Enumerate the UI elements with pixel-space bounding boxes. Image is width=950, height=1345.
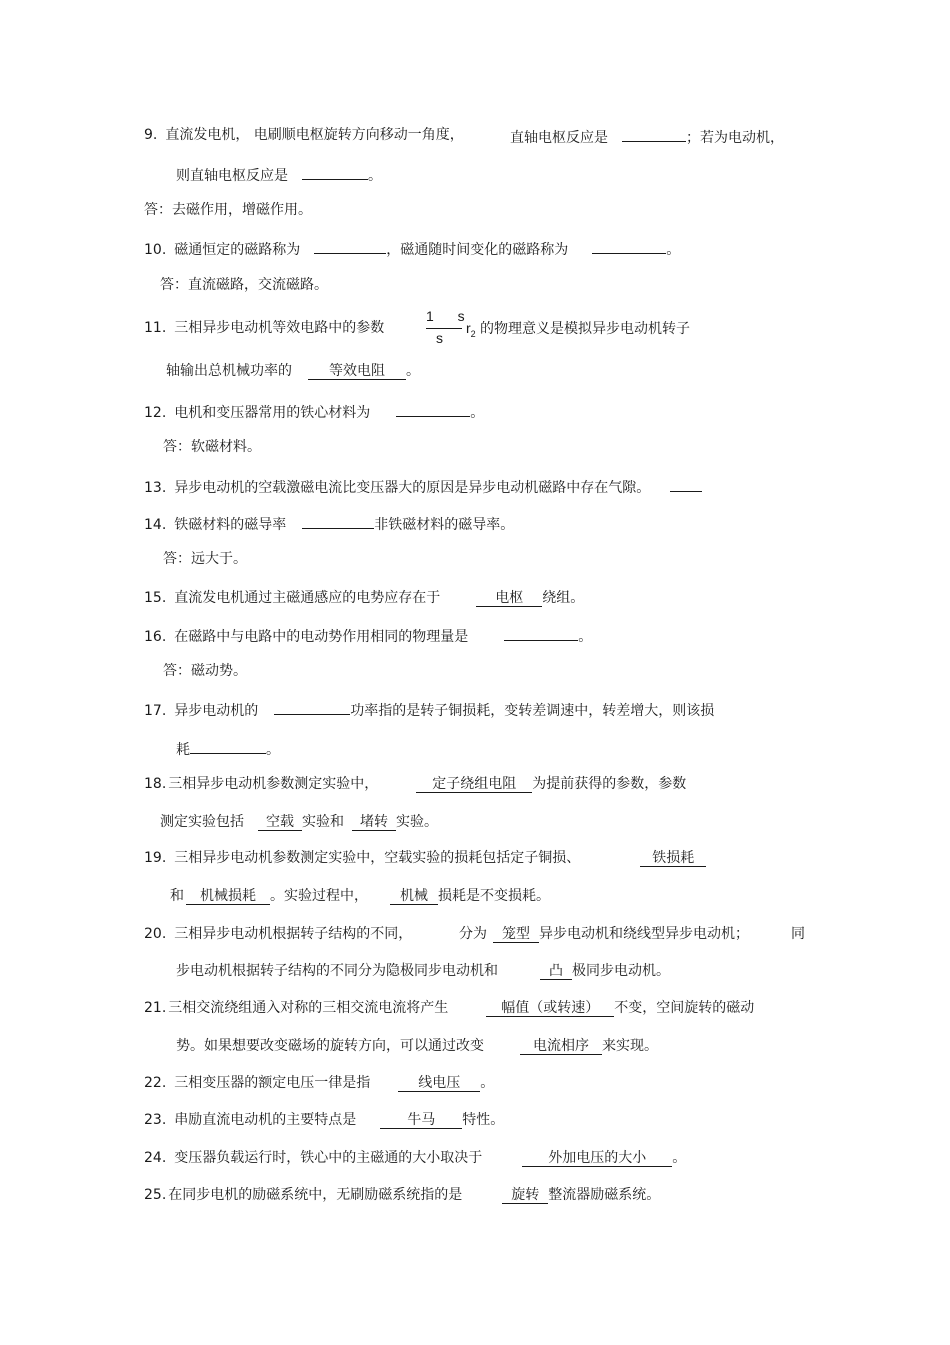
- answer-14: [163, 550, 247, 568]
- question-text: 整流器励磁系统。: [548, 1187, 661, 1203]
- question-text: 在磁路中与电路中的电动势作用相同的物理量是: [174, 629, 469, 645]
- question-19-line-2: [170, 887, 550, 905]
- question-number: 23.: [144, 1112, 167, 1128]
- filled-answer: 空载: [258, 814, 302, 831]
- answer-blank: [314, 238, 386, 254]
- question-text: 三相异步电动机参数测定实验中，: [168, 776, 379, 792]
- question-text: 耗: [176, 742, 190, 758]
- question-text: 。: [666, 242, 681, 258]
- question-number: 19.: [144, 850, 167, 866]
- question-text: 直流发电机通过主磁通感应的电势应存在于: [174, 590, 441, 606]
- question-17-line-1: [144, 699, 714, 717]
- question-text: 测定实验包括: [160, 814, 244, 830]
- question-text: 三相交流绕组通入对称的三相交流电流将产生: [168, 1000, 449, 1016]
- question-11-line-2: [166, 362, 420, 380]
- filled-answer: 定子绕组电阻: [416, 776, 532, 793]
- question-number: 9.: [144, 127, 158, 143]
- question-text: 则直轴电枢反应是: [176, 168, 288, 184]
- question-text: 同: [791, 926, 805, 942]
- question-text: 铁磁材料的磁导率: [174, 517, 287, 533]
- question-text: 的物理意义是模拟异步电动机转子: [480, 321, 690, 337]
- question-text: 。: [672, 1150, 687, 1166]
- question-text: 为提前获得的参数，参数: [532, 776, 687, 792]
- resistance-subscript: 2: [470, 328, 476, 339]
- filled-answer: 幅值（或转速）: [486, 1000, 614, 1017]
- question-text: 在同步电机的励磁系统中，无刷励磁系统指的是: [168, 1187, 463, 1203]
- question-23: [144, 1111, 504, 1129]
- question-text: 分为: [459, 926, 487, 942]
- question-number: 24.: [144, 1150, 167, 1166]
- question-number: 25.: [144, 1187, 167, 1203]
- question-18-line-1: [144, 775, 686, 793]
- question-text: 步电动机根据转子结构的不同分为隐极同步电动机和: [176, 963, 498, 979]
- filled-answer: 凸: [540, 963, 572, 980]
- question-text: 。: [406, 363, 420, 379]
- question-text: 绕组。: [542, 590, 585, 606]
- question-text: 直流发电机， 电刷顺电枢旋转方向移动一角度，: [165, 127, 464, 143]
- question-text: 势。如果想要改变磁场的旋转方向，可以通过改变: [176, 1038, 484, 1054]
- filled-answer: 等效电阻: [308, 363, 406, 380]
- answer-blank: [302, 164, 368, 180]
- answer-blank: [622, 126, 686, 142]
- question-12: [144, 401, 484, 419]
- question-number: 17.: [144, 703, 167, 719]
- question-text: 三相异步电动机等效电路中的参数: [174, 320, 385, 336]
- question-text: 轴输出总机械功率的: [166, 363, 292, 379]
- fraction-numerator: 1 s: [426, 308, 475, 324]
- question-18-line-2: [160, 813, 438, 831]
- question-text: 异步电动机的: [174, 703, 259, 719]
- answer-16: [163, 662, 247, 680]
- question-text: ，磁通随时间变化的磁路称为: [386, 242, 569, 258]
- resistance-letter: r: [466, 320, 471, 336]
- question-text: ；若为电动机，: [686, 130, 784, 146]
- answer-text: 答：直流磁路，交流磁路。: [160, 277, 328, 293]
- question-text: 电机和变压器常用的铁心材料为: [174, 405, 371, 421]
- question-14: [144, 513, 514, 531]
- answer-blank: [504, 625, 578, 641]
- answer-text: 答：软磁材料。: [163, 439, 261, 455]
- question-9-line-1: [144, 126, 464, 144]
- question-number: 20.: [144, 926, 167, 942]
- question-text: 来实现。: [602, 1038, 658, 1054]
- question-text: 。: [266, 742, 280, 758]
- answer-blank: [302, 513, 374, 529]
- answer-blank: [670, 476, 702, 492]
- question-number: 16.: [144, 629, 167, 645]
- question-text: 非铁磁材料的磁导率。: [374, 517, 515, 533]
- question-9-line-1b: [510, 126, 784, 144]
- question-11-line-1a: [144, 319, 384, 337]
- question-text: 三相变压器的额定电压一律是指: [174, 1075, 371, 1091]
- filled-answer: 电枢: [476, 590, 542, 607]
- filled-answer: 外加电压的大小: [522, 1150, 672, 1167]
- answer-text: 答：远大于。: [163, 551, 247, 567]
- answer-blank: [274, 699, 350, 715]
- question-text: 损耗是不变损耗。: [438, 888, 550, 904]
- question-text: 异步电动机和绕线型异步电动机；: [539, 926, 749, 942]
- question-25: [144, 1186, 660, 1204]
- answer-blank: [190, 738, 266, 754]
- fraction-bar: [426, 328, 462, 329]
- filled-answer: 线电压: [398, 1075, 480, 1092]
- question-22: [144, 1074, 494, 1092]
- resistance-symbol: [466, 320, 476, 339]
- question-text: 。: [578, 629, 593, 645]
- question-text: 和: [170, 888, 184, 904]
- answer-9: [144, 201, 312, 219]
- fraction-formula: [426, 308, 486, 352]
- question-text: 实验。: [396, 814, 438, 830]
- question-text: 。实验过程中，: [270, 888, 368, 904]
- filled-answer: 旋转: [502, 1187, 548, 1204]
- filled-answer: 机械: [390, 888, 438, 905]
- question-text: 不变，空间旋转的磁动: [614, 1000, 755, 1016]
- question-text: 磁通恒定的磁路称为: [174, 242, 301, 258]
- question-text: 三相异步电动机参数测定实验中，空载实验的损耗包括定子铜损、: [174, 850, 581, 866]
- question-text: 功率指的是转子铜损耗，变转差调速中，转差增大，则该损: [350, 703, 715, 719]
- question-15: [144, 589, 584, 607]
- question-text: 三相异步电动机根据转子结构的不同，: [174, 926, 413, 942]
- question-number: 11.: [144, 320, 167, 336]
- question-text: 。: [470, 405, 485, 421]
- question-20-line-2: [176, 962, 670, 980]
- question-text: 。: [368, 168, 382, 184]
- filled-answer: 笼型: [493, 926, 539, 943]
- question-number: 12.: [144, 405, 167, 421]
- question-20-line-1: [144, 925, 412, 943]
- question-16: [144, 625, 592, 643]
- question-text: 实验和: [302, 814, 344, 830]
- question-20-line-1b: [459, 925, 749, 943]
- question-20-line-1c: [791, 925, 805, 943]
- question-number: 22.: [144, 1075, 167, 1091]
- question-number: 18.: [144, 776, 167, 792]
- filled-answer: 电流相序: [520, 1038, 602, 1055]
- answer-text: 答：去磁作用，增磁作用。: [144, 202, 312, 218]
- question-number: 21.: [144, 1000, 167, 1016]
- answer-10: [160, 276, 328, 294]
- question-text: 异步电动机的空载激磁电流比变压器大的原因是异步电动机磁路中存在气隙。: [174, 480, 651, 496]
- question-19-line-1: [144, 849, 706, 867]
- question-9-line-2: [176, 164, 382, 182]
- question-24: [144, 1149, 686, 1167]
- question-21-line-2: [176, 1037, 658, 1055]
- question-text: 极同步电动机。: [572, 963, 670, 979]
- question-text: 直轴电枢反应是: [510, 130, 608, 146]
- question-11-line-1b: [480, 320, 690, 338]
- question-number: 15.: [144, 590, 167, 606]
- question-number: 14.: [144, 517, 167, 533]
- filled-answer: 机械损耗: [186, 888, 270, 905]
- question-number: 13.: [144, 480, 167, 496]
- question-text: 串励直流电动机的主要特点是: [174, 1112, 357, 1128]
- answer-text: 答：磁动势。: [163, 663, 247, 679]
- question-21-line-1: [144, 999, 754, 1017]
- question-text: 特性。: [462, 1112, 505, 1128]
- answer-12: [163, 438, 261, 456]
- filled-answer: 堵转: [352, 814, 396, 831]
- question-text: 。: [480, 1075, 495, 1091]
- answer-blank: [592, 238, 666, 254]
- question-17-line-2: [176, 738, 280, 756]
- question-number: 10.: [144, 242, 167, 258]
- filled-answer: 牛马: [380, 1112, 462, 1129]
- filled-answer: 铁损耗: [640, 850, 706, 867]
- question-13: [144, 476, 702, 494]
- answer-blank: [396, 401, 470, 417]
- question-10: [144, 238, 680, 256]
- question-text: 变压器负载运行时，铁心中的主磁通的大小取决于: [174, 1150, 483, 1166]
- fraction-denominator: s: [436, 330, 443, 346]
